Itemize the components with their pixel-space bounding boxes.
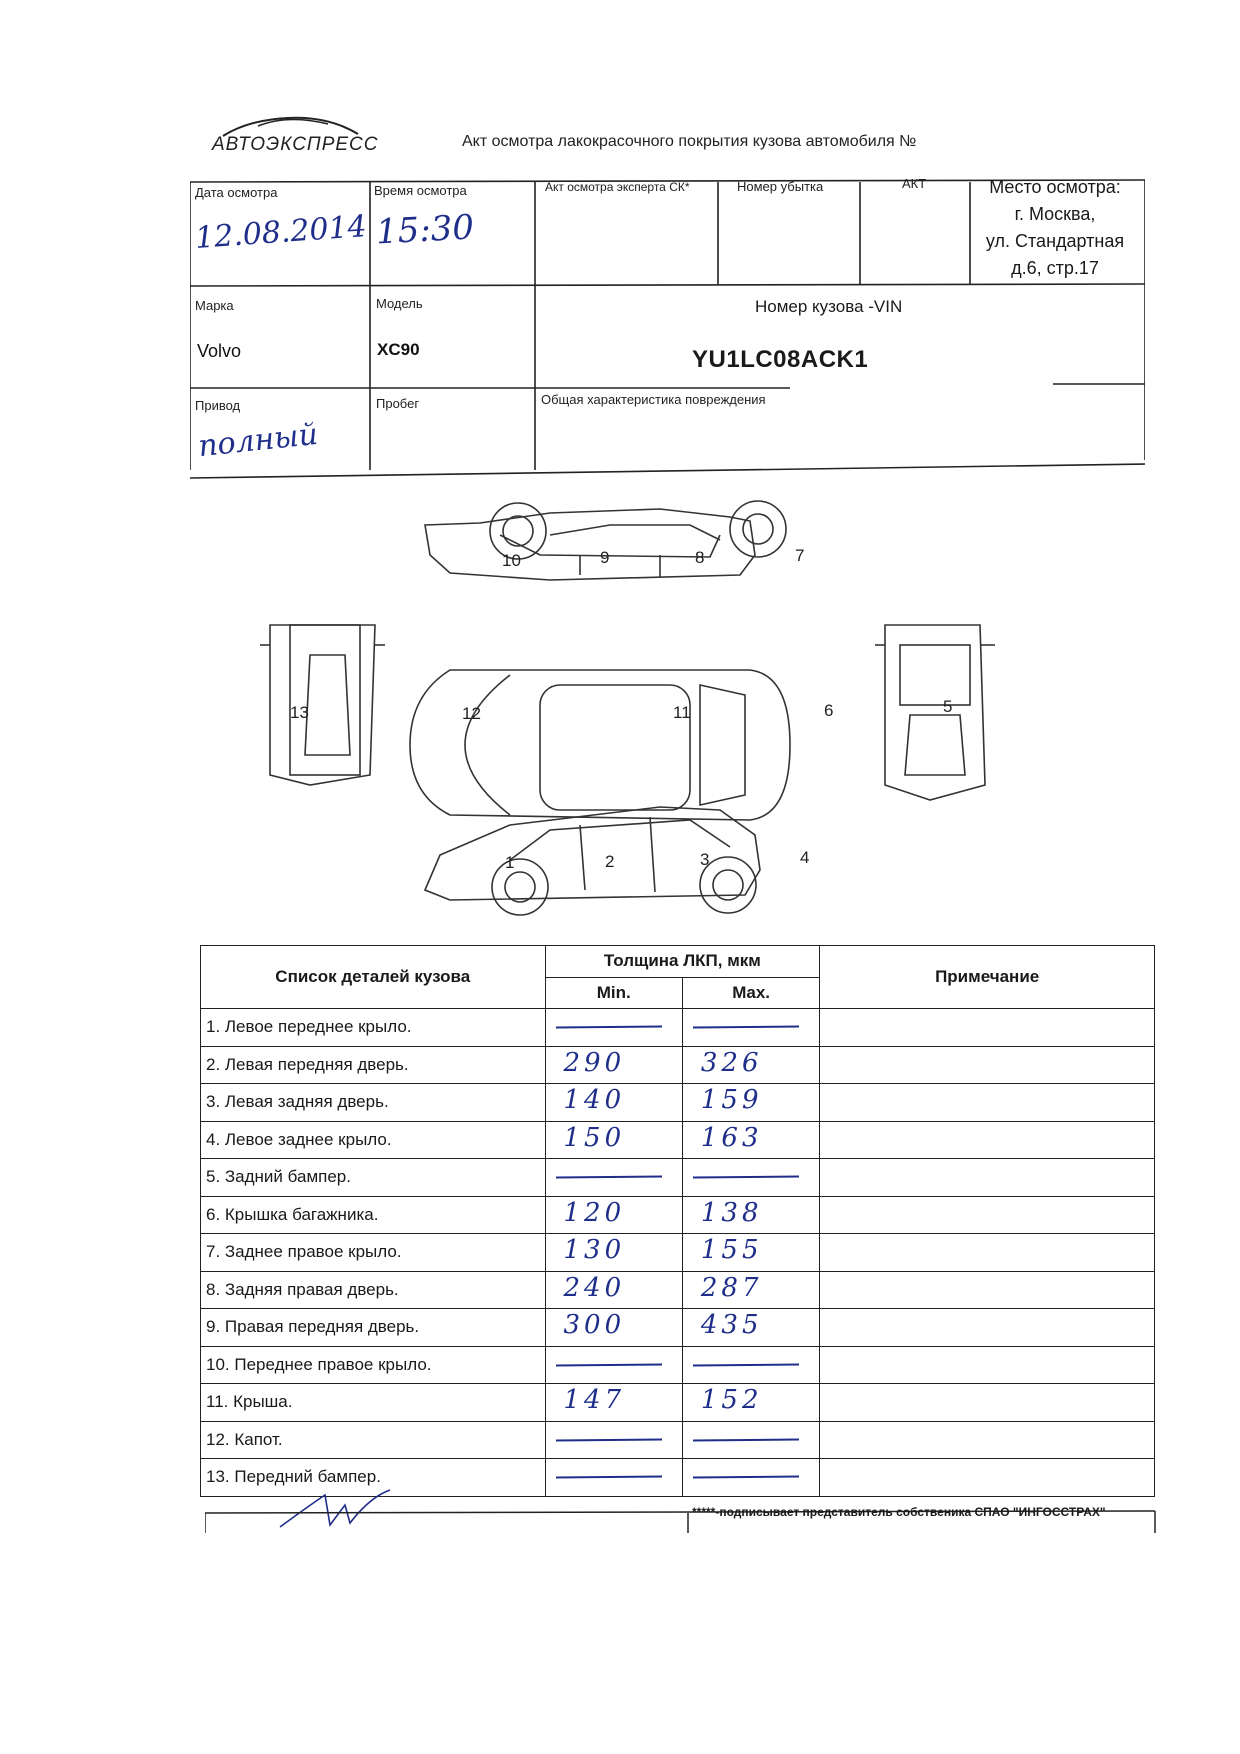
dash-mark bbox=[693, 1363, 799, 1366]
place-line-2: ул. Стандартная bbox=[985, 231, 1125, 251]
part-name: 5. Задний бампер. bbox=[201, 1159, 546, 1197]
thickness-min-value: 300 bbox=[563, 1310, 626, 1340]
thickness-min-value: 120 bbox=[563, 1197, 626, 1228]
table-row bbox=[201, 1421, 1155, 1459]
thickness-max-cell bbox=[682, 1459, 819, 1497]
model-value: XC90 bbox=[377, 340, 420, 359]
car-top-view bbox=[410, 670, 790, 820]
expert-act-label: Акт осмотра эксперта СК* bbox=[545, 180, 690, 194]
thickness-min-cell bbox=[545, 1159, 682, 1197]
part-name: 9. Правая передняя дверь. bbox=[201, 1309, 546, 1347]
note-cell bbox=[820, 1421, 1155, 1459]
part-name: 13. Передний бампер. bbox=[201, 1459, 546, 1497]
col-parts-header: Список деталей кузова bbox=[201, 946, 546, 1009]
thickness-min-value: 240 bbox=[563, 1272, 626, 1303]
thickness-max-cell bbox=[682, 1159, 819, 1197]
dash-mark bbox=[693, 1176, 799, 1179]
part-name: 1. Левое переднее крыло. bbox=[201, 1009, 546, 1047]
table-row bbox=[201, 1384, 1155, 1422]
part-label-12: 12 bbox=[462, 704, 481, 723]
note-cell bbox=[820, 1346, 1155, 1384]
inspection-date-label: Дата осмотра bbox=[195, 185, 278, 200]
part-label-8: 8 bbox=[695, 548, 705, 567]
thickness-max-cell bbox=[682, 1121, 819, 1159]
note-cell bbox=[820, 1084, 1155, 1122]
part-name: 10. Переднее правое крыло. bbox=[201, 1346, 546, 1384]
thickness-max-cell bbox=[682, 1009, 819, 1047]
car-rear-view bbox=[875, 625, 995, 800]
table-row bbox=[201, 1309, 1155, 1347]
place-line-3: д.6, стр.17 bbox=[1011, 258, 1099, 278]
part-label-3: 3 bbox=[700, 850, 710, 869]
table-row bbox=[201, 1009, 1155, 1047]
table-row bbox=[201, 1084, 1155, 1122]
thickness-min-cell bbox=[545, 1121, 682, 1159]
car-body-diagram bbox=[250, 495, 1040, 940]
inspection-time-label: Время осмотра bbox=[374, 183, 467, 198]
thickness-max-cell bbox=[682, 1271, 819, 1309]
note-cell bbox=[820, 1196, 1155, 1234]
act-label: АКТ bbox=[902, 176, 927, 191]
note-cell bbox=[820, 1159, 1155, 1197]
document-title: Акт осмотра лакокрасочного покрытия кузова автомобиля № bbox=[462, 133, 917, 150]
col-thickness-header: Толщина ЛКП, мкм bbox=[545, 946, 820, 978]
thickness-max-cell bbox=[682, 1084, 819, 1122]
thickness-min-cell bbox=[545, 1384, 682, 1422]
note-cell bbox=[820, 1121, 1155, 1159]
thickness-min-value: 290 bbox=[563, 1047, 626, 1078]
thickness-min-cell bbox=[545, 1346, 682, 1384]
inspection-place bbox=[975, 174, 1135, 282]
thickness-max-cell bbox=[682, 1196, 819, 1234]
dash-mark bbox=[555, 1363, 661, 1366]
thickness-min-value: 140 bbox=[563, 1085, 626, 1115]
note-cell bbox=[820, 1234, 1155, 1272]
thickness-min-cell bbox=[545, 1421, 682, 1459]
company-logo bbox=[210, 112, 379, 162]
thickness-max-cell bbox=[682, 1046, 819, 1084]
dash-mark bbox=[693, 1476, 799, 1479]
thickness-max-value: 163 bbox=[700, 1122, 763, 1153]
dash-mark bbox=[555, 1476, 661, 1479]
table-row bbox=[201, 1234, 1155, 1272]
note-cell bbox=[820, 1309, 1155, 1347]
part-label-9: 9 bbox=[600, 548, 610, 567]
thickness-max-value: 435 bbox=[700, 1310, 763, 1340]
thickness-max-value: 152 bbox=[700, 1385, 763, 1415]
thickness-min-cell bbox=[545, 1234, 682, 1272]
thickness-max-cell bbox=[682, 1384, 819, 1422]
dash-mark bbox=[555, 1438, 661, 1441]
thickness-min-cell bbox=[545, 1046, 682, 1084]
part-name: 8. Задняя правая дверь. bbox=[201, 1271, 546, 1309]
col-note-header: Примечание bbox=[820, 946, 1155, 1009]
inspection-time-value: 15:30 bbox=[375, 207, 475, 253]
table-row bbox=[201, 1346, 1155, 1384]
table-row bbox=[201, 1046, 1155, 1084]
brand-value: Volvo bbox=[197, 341, 242, 361]
part-label-7: 7 bbox=[795, 546, 805, 565]
drive-label: Привод bbox=[195, 398, 241, 413]
thickness-max-value: 326 bbox=[700, 1047, 763, 1078]
note-cell bbox=[820, 1009, 1155, 1047]
part-name: 6. Крышка багажника. bbox=[201, 1196, 546, 1234]
thickness-max-value: 138 bbox=[700, 1197, 763, 1228]
note-cell bbox=[820, 1459, 1155, 1497]
inspection-date-value: 12.08.2014 bbox=[193, 209, 368, 256]
part-name: 4. Левое заднее крыло. bbox=[201, 1121, 546, 1159]
vin-value: YU1LC08ACK1 bbox=[692, 346, 869, 373]
thickness-min-value: 150 bbox=[563, 1122, 626, 1153]
thickness-min-cell bbox=[545, 1196, 682, 1234]
part-label-10: 10 bbox=[502, 551, 521, 570]
dash-mark bbox=[693, 1026, 799, 1029]
note-cell bbox=[820, 1384, 1155, 1422]
thickness-max-cell bbox=[682, 1421, 819, 1459]
thickness-max-value: 159 bbox=[700, 1085, 763, 1115]
car-left-side-view bbox=[425, 807, 760, 915]
note-cell bbox=[820, 1271, 1155, 1309]
part-label-13: 13 bbox=[290, 703, 309, 722]
part-label-2: 2 bbox=[605, 852, 615, 871]
part-name: 7. Заднее правое крыло. bbox=[201, 1234, 546, 1272]
thickness-min-cell bbox=[545, 1271, 682, 1309]
logo-text: АВТОЭКСПРЕСС bbox=[212, 134, 379, 155]
note-cell bbox=[820, 1046, 1155, 1084]
place-line-1: г. Москва, bbox=[1014, 204, 1096, 224]
part-name: 12. Капот. bbox=[201, 1421, 546, 1459]
mileage-label: Пробег bbox=[376, 396, 420, 411]
table-row bbox=[201, 1121, 1155, 1159]
footer-note: *****-подписывает представитель собственика СПАО "ИНГОССТРАХ" bbox=[692, 1505, 1106, 1519]
car-front-view bbox=[260, 625, 385, 785]
thickness-max-value: 287 bbox=[700, 1272, 763, 1303]
thickness-min-cell bbox=[545, 1309, 682, 1347]
place-label: Место осмотра: bbox=[989, 177, 1121, 197]
thickness-min-cell bbox=[545, 1084, 682, 1122]
dash-mark bbox=[693, 1438, 799, 1441]
damage-label: Общая характеристика повреждения bbox=[541, 392, 766, 407]
col-min-header: Min. bbox=[545, 977, 682, 1009]
part-label-4: 4 bbox=[800, 848, 810, 867]
thickness-max-cell bbox=[682, 1346, 819, 1384]
part-label-1: 1 bbox=[505, 853, 515, 872]
vin-label: Номер кузова -VIN bbox=[755, 297, 903, 316]
thickness-max-cell bbox=[682, 1234, 819, 1272]
table-row bbox=[201, 1271, 1155, 1309]
thickness-min-cell bbox=[545, 1009, 682, 1047]
drive-value: полный bbox=[196, 416, 320, 465]
thickness-min-value: 147 bbox=[563, 1385, 626, 1415]
thickness-max-value: 155 bbox=[700, 1235, 763, 1265]
thickness-min-value: 130 bbox=[563, 1235, 626, 1265]
car-right-side-view bbox=[425, 501, 786, 580]
table-row bbox=[201, 1196, 1155, 1234]
model-label: Модель bbox=[376, 296, 423, 311]
part-label-5: 5 bbox=[943, 697, 953, 716]
part-label-11: 11 bbox=[673, 703, 691, 722]
part-label-6: 6 bbox=[824, 701, 834, 720]
col-max-header: Max. bbox=[682, 977, 819, 1009]
loss-number-label: Номер убытка bbox=[737, 179, 824, 194]
paint-thickness-table bbox=[200, 945, 1155, 1497]
thickness-min-cell bbox=[545, 1459, 682, 1497]
thickness-max-cell bbox=[682, 1309, 819, 1347]
dash-mark bbox=[555, 1026, 661, 1029]
part-name: 11. Крыша. bbox=[201, 1384, 546, 1422]
table-row bbox=[201, 1159, 1155, 1197]
part-name: 2. Левая передняя дверь. bbox=[201, 1046, 546, 1084]
brand-label: Марка bbox=[195, 298, 234, 313]
part-name: 3. Левая задняя дверь. bbox=[201, 1084, 546, 1122]
dash-mark bbox=[555, 1176, 661, 1179]
